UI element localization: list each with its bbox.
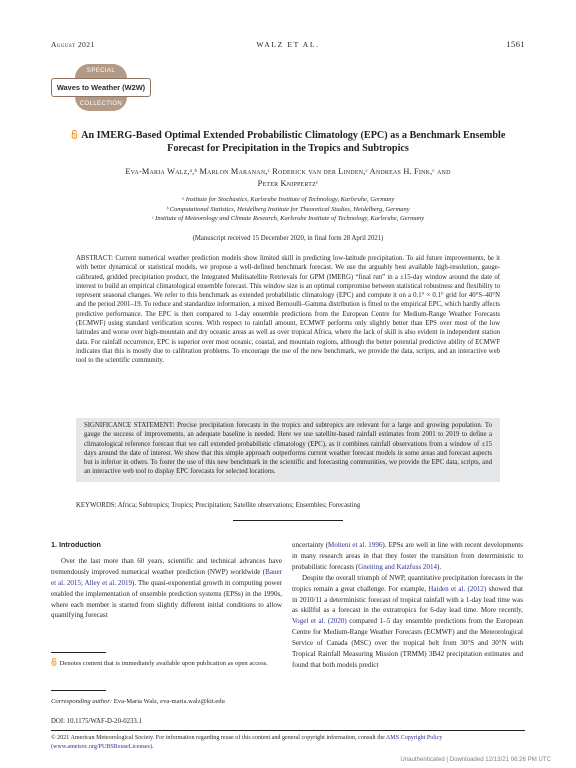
paragraph-text: compared 1–5 day ensemble predictions from the European Centre for Medium-Range Weather Forecasts (ECMWF) and the Meteorological Service of Canada (MSC) over the tropical belt from 30°S and 30°N with Tropical Rainfall Measuring Mission (TRMM) 3B42 precipitation estimates and found that both models predict bbox=[292, 617, 523, 669]
author-list bbox=[60, 166, 516, 189]
running-header-date: August 2021 bbox=[51, 40, 95, 49]
manuscript-dates: (Manuscript received 15 December 2020, in final form 28 April 2021) bbox=[192, 235, 384, 242]
affiliation-c: ᶜ Institute of Meteorology and Climate Research, Karlsruhe Institute of Technology, Karlsruhe, Germany bbox=[151, 215, 425, 222]
paragraph bbox=[51, 556, 282, 621]
body-column-left bbox=[51, 540, 282, 621]
section-heading: 1. Introduction bbox=[51, 540, 101, 549]
corresponding-contact[interactable]: Eva-Maria Walz, eva-maria.walz@kit.edu bbox=[113, 698, 225, 705]
copyright-text: © 2021 American Meteorological Society. For information regarding reuse of this content and general copyright information, consult the bbox=[51, 735, 386, 741]
article-title: An IMERG-Based Optimal Extended Probabilistic Climatology (EPC) as a Benchmark Ensemble Forecast for Precipitation in the Tropics and Subtropics bbox=[81, 130, 506, 154]
open-access-icon bbox=[71, 130, 81, 141]
doi[interactable]: DOI: 10.1175/WAF-D-20-0233.1 bbox=[51, 718, 142, 725]
keywords-label: KEYWORDS: bbox=[76, 502, 117, 509]
corresponding-author bbox=[51, 698, 282, 705]
open-access-icon bbox=[51, 660, 59, 667]
author-line-1: Eva-Maria Walz,ᵃ,ᵇ Marlon Maranan,ᶜ Roderick van der Linden,ᶜ Andreas H. Fink,ᶜ and bbox=[125, 167, 451, 176]
badge-special-label: SPECIAL bbox=[75, 64, 127, 78]
special-collection-badge[interactable] bbox=[51, 64, 151, 111]
paragraph-text: ). EPSs are well in line with recent developments in many research areas in that they foster the transition from deterministic to probabilistic forecasts ( bbox=[292, 541, 523, 571]
download-notice: Unauthenticated | Downloaded 12/13/21 06:26 PM UTC bbox=[400, 756, 551, 763]
author-line-2: Peter Knippertzᶜ bbox=[257, 178, 319, 188]
significance-label: SIGNIFICANCE STATEMENT: bbox=[84, 422, 175, 429]
section-divider bbox=[233, 520, 343, 521]
paragraph-text: ). The quasi-exponential growth in computing power enabled the implementation of ensemble prediction systems (EPSs) in the 1990s, where each member is started from slightly different initial conditions to allow quantifying forecast bbox=[51, 578, 282, 620]
abstract-text: Current numerical weather prediction models show limited skill in predicting low-latitude precipitation. To aid future improvements, be it with better dynamical or statistical models, we propose a well-defined benchmark forecast. We use the arguably best available high-resolution, gauge-calibrated, gridded precipitation product, the Integrated Multisatellite Retrievals for GPM (IMERG) “final run” in a ±15-day window around the date of interest to build an empirical climatological ensemble forecast. This window size is an optimal compromise between statistical robustness and flexibility to represent seasonal changes. We refer to this benchmark as extended probabilistic climatology (EPC) and compute it on a 0.1° × 0.1° grid for 40°S–40°N and the period 2001–19. To reduce and standardize information, a mixed Bernoulli–Gamma distribution is fitted to the empirical EPC, which hardly affects predictive performance. The EPC is then compared to 1-day ensemble predictions from the European Centre for Medium-Range Weather Forecasts (ECMWF) using standard verification scores. With respect to rainfall amount, ECMWF performs only slightly better than EPS over most of the low latitudes and worse over high-mountain and dry oceanic areas as well as over tropical Africa, where the lack of skill is also evident in independent station data. For rainfall occurrence, EPC is superior over most oceanic, coastal, and mountain regions, although the better potential predictive ability of ECMWF indicates that this is mostly due to calibration problems. To encourage the use of the new benchmark, we provide the data, scripts, and an interactive web tool to the scientific community. bbox=[76, 255, 500, 365]
copyright-policy-link[interactable]: AMS Copyright Policy (www.ametsoc.org/PUBSReuseLicenses) bbox=[51, 735, 443, 750]
abstract-label: ABSTRACT: bbox=[76, 255, 114, 262]
paragraph-text: Over the last more than 60 years, scientific and technical advances have tremendously improved numerical weather prediction (NWP) worldwide ( bbox=[51, 556, 282, 576]
citation-link[interactable]: Vogel et al. (2020) bbox=[292, 617, 347, 626]
paragraph-text: uncertainty ( bbox=[292, 541, 329, 549]
corresponding-label: Corresponding author: bbox=[51, 698, 113, 705]
significance-statement bbox=[76, 418, 500, 482]
affiliation-b: ᵇ Computational Statistics, Heidelberg Institute for Theoretical Studies, Heidelberg, Germany bbox=[166, 205, 410, 213]
open-access-footnote bbox=[51, 658, 282, 668]
keywords-list: Africa; Subtropics; Tropics; Precipitation; Satellite observations; Ensembles; Forecasting bbox=[117, 502, 361, 509]
citation-link[interactable]: Bauer et al. 2015; Alley et al. 2019 bbox=[51, 567, 282, 587]
citation-link[interactable]: Gneiting and Katzfuss 2014 bbox=[358, 562, 438, 571]
badge-collection-label: COLLECTION bbox=[75, 97, 127, 111]
citation-link[interactable]: Molteni et al. 1996 bbox=[328, 541, 383, 549]
keywords bbox=[76, 502, 500, 509]
affiliation-a: ᵃ Institute for Stochastics, Karlsruhe Institute of Technology, Karlsruhe, Germany bbox=[181, 196, 395, 203]
copyright-notice bbox=[51, 734, 525, 751]
abstract bbox=[76, 254, 500, 366]
open-access-note: Denotes content that is immediately available upon publication as open access. bbox=[59, 660, 268, 667]
paragraph-text: ). bbox=[437, 562, 442, 571]
body-column-right bbox=[292, 540, 523, 671]
significance-text: Precise precipitation forecasts in the tropics and subtropics are relevant for a large and growing population. To gauge the success of improvements, an adequate baseline is needed. Here we use satellite-based rainfall estimates from 2001 to 2019 to define a climatological reference forecast that we call extended probabilistic climatology (EPC), as it combines rainfall observations from a window of ±15 days around the date of interest. We show that this simple approach outperforms current weather forecast models in some areas and forecast aspects but is inferior in others. To foster the use of this new benchmark in the scientific and forecasting communities, we provide the EPC data, scripts, and an interactive web tool to display EPC forecasts for selected locations. bbox=[84, 422, 492, 476]
paragraph bbox=[292, 573, 523, 671]
paragraph-text: Despite the overall triumph of NWP, quantitative precipitation forecasts in the tropics remain a great challenge. For example, bbox=[292, 573, 523, 593]
copyright-text: . bbox=[152, 743, 154, 750]
running-header-authors: WALZ ET AL. bbox=[256, 40, 320, 49]
paragraph bbox=[292, 540, 523, 573]
footer-rule bbox=[51, 730, 525, 731]
citation-link[interactable]: Haiden et al. (2012) bbox=[428, 584, 487, 593]
footnote-rule bbox=[51, 690, 106, 691]
paragraph-text: showed that in 2010/11 a deterministic forecast of tropical rainfall with a 1-day lead time was as skillful as a forecast in the extratropics for 6-day lead time. More recently, bbox=[292, 584, 524, 615]
badge-collection-name: Waves to Weather (W2W) bbox=[51, 78, 151, 97]
page-number: 1561 bbox=[506, 39, 525, 49]
footnote-rule bbox=[51, 652, 106, 653]
affiliations bbox=[60, 195, 516, 224]
article-title-block bbox=[60, 130, 516, 155]
